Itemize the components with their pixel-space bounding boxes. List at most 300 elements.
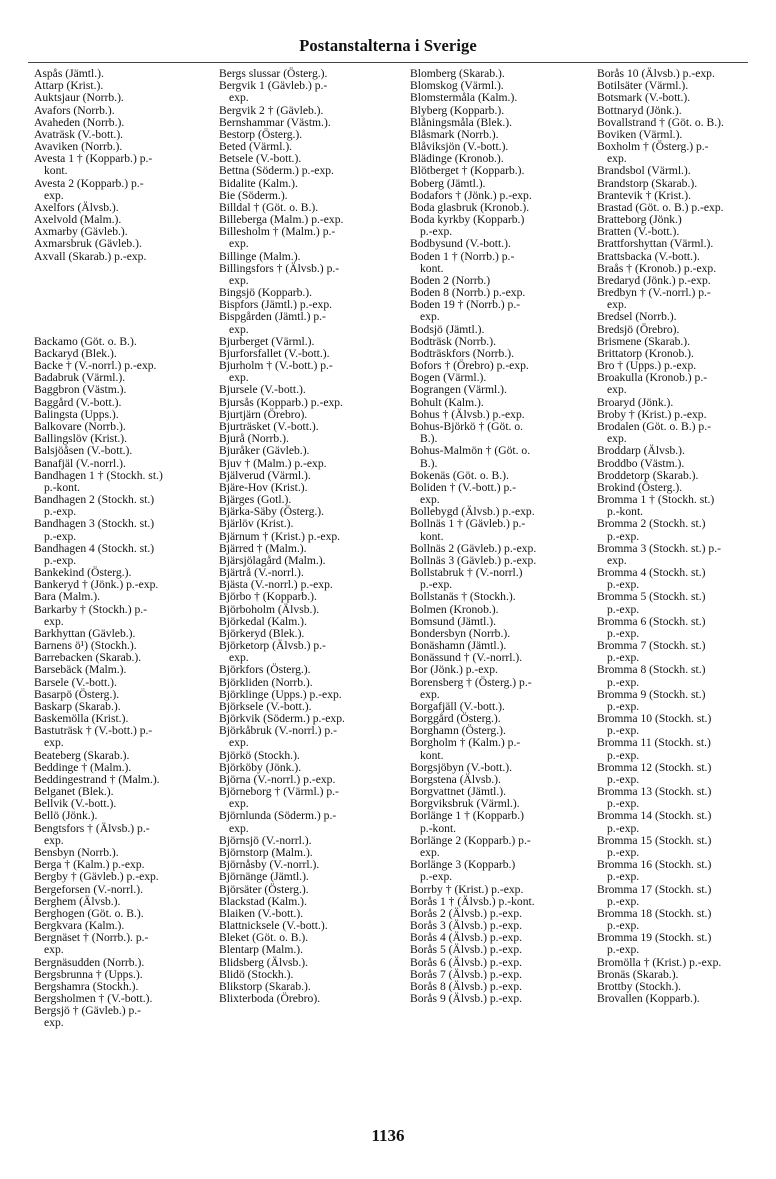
index-column-2 [219, 68, 403, 1005]
index-line: Borgvattnet (Jämtl.). [410, 785, 507, 799]
index-line: Bestorp (Österg.). [219, 127, 303, 141]
blank-line [34, 311, 212, 323]
index-line: exp. [229, 322, 249, 336]
index-line: p.-exp. [607, 870, 640, 884]
index-line: Bjurtjärn (Örebro). [219, 407, 308, 421]
index-line: exp. [607, 553, 627, 567]
index-line: Bispfors (Jämtl.) p.-exp. [219, 298, 333, 312]
index-line: Avaheden (Norrb.). [34, 115, 125, 129]
index-line: Borlänge 2 (Kopparb.) p.- [410, 833, 531, 847]
index-line: p.-exp. [607, 578, 640, 592]
index-line: Broddbo (Västm.). [597, 456, 685, 470]
index-line: Björketorp (Älvsb.) p.- [219, 639, 326, 653]
index-line: Bratteborg (Jönk.) [597, 213, 682, 227]
index-line: p.-exp. [44, 529, 77, 543]
index-line: Bodsjö (Jämtl.). [410, 322, 485, 336]
index-line: Bottnaryd (Jönk.). [597, 103, 682, 117]
index-line: Bjurforsfallet (V.-bott.). [219, 346, 330, 360]
index-line: Bankekind (Österg.). [34, 566, 132, 580]
index-line: exp. [420, 493, 440, 507]
index-line: Bandhagen 3 (Stockh. st.) [34, 517, 155, 531]
index-line: Bellvik (V.-bott.). [34, 797, 117, 811]
index-line: Bromma 10 (Stockh. st.) [597, 712, 712, 726]
index-line: p.-exp. [44, 505, 77, 519]
index-line: exp. [229, 797, 249, 811]
index-line: p.-exp. [420, 870, 453, 884]
index-line: p.-exp. [607, 821, 640, 835]
index-line: Bollnäs 1 † (Gävleb.) p.- [410, 517, 526, 531]
index-line: Blädinge (Kronob.). [410, 152, 504, 166]
index-line: Bronäs (Skarab.). [597, 967, 679, 981]
index-line: p.-exp. [607, 651, 640, 665]
index-line: Borås 3 (Älvsb.) p.-exp. [410, 919, 523, 933]
blank-line [34, 299, 212, 311]
index-line: Brastad (Göt. o. B.) p.-exp. [597, 200, 724, 214]
index-line: Bjurträsket (V.-bott.). [219, 419, 319, 433]
index-line: Bergnäset † (Norrb.). p.- [34, 931, 149, 945]
index-line: Bjäre-Hov (Krist.). [219, 480, 308, 494]
index-line: p.-exp. [607, 529, 640, 543]
index-line: Björbo † (Kopparb.). [219, 590, 317, 604]
index-line: Bleket (Göt. o. B.). [219, 931, 309, 945]
index-line: Björsäter (Österg.). [219, 882, 309, 896]
index-line: Bengtsfors † (Älvsb.) p.- [34, 821, 150, 835]
index-line: Borggård (Österg.). [410, 712, 501, 726]
index-line: Bjursele (V.-bott.). [219, 383, 306, 397]
index-line: Bograngen (Värml.). [410, 383, 507, 397]
index-line: Blomstermåla (Kalm.). [410, 91, 518, 105]
index-line: Banafjäl (V.-norrl.). [34, 456, 126, 470]
index-line: Bodträsk (Norrb.). [410, 334, 496, 348]
index-column-1 [34, 68, 212, 1030]
index-line: Björna (V.-norrl.) p.-exp. [219, 772, 336, 786]
index-line: Bromma 3 (Stockh. st.) p.- [597, 541, 721, 555]
index-line: Borås 1 † (Älvsb.) p.-kont. [410, 894, 535, 908]
index-line: Bergeforsen (V.-norrl.). [34, 882, 144, 896]
index-line: Bogen (Värml.). [410, 371, 487, 385]
index-line: Blaiken (V.-bott.). [219, 906, 304, 920]
index-line: p.-exp. [607, 797, 640, 811]
index-line: Axmarsbruk (Gävleb.). [34, 237, 142, 251]
index-line: Boden 1 † (Norrb.) p.- [410, 249, 515, 263]
index-line: Avesta 1 † (Kopparb.) p.- [34, 152, 153, 166]
index-line: Bastuträsk † (V.-bott.) p.- [34, 724, 153, 738]
index-line: Broby † (Krist.) p.-exp. [597, 407, 707, 421]
index-line: Boberg (Jämtl.). [410, 176, 486, 190]
index-line: Billdal † (Göt. o. B.). [219, 200, 319, 214]
index-line: exp. [607, 383, 627, 397]
index-line: Bjärka-Säby (Österg.). [219, 505, 325, 519]
index-line: Blåsmark (Norrb.). [410, 127, 499, 141]
index-line: Bondersbyn (Norrb.). [410, 626, 511, 640]
index-line: Bidalite (Kalm.). [219, 176, 298, 190]
index-line: Bjärtrå (V.-norrl.). [219, 566, 304, 580]
index-line: p.-exp. [44, 553, 77, 567]
index-line: p.-kont. [44, 480, 81, 494]
index-line: Boliden † (V.-bott.) p.- [410, 480, 517, 494]
blank-line [34, 275, 212, 287]
index-line: Björneborg † (Värml.) p.- [219, 785, 339, 799]
index-line: Bergsjö † (Gävleb.) p.- [34, 1004, 142, 1018]
index-line: Aspås (Jämtl.). [34, 67, 104, 80]
index-line: Borås 6 (Älvsb.) p.-exp. [410, 955, 523, 969]
index-line: Borås 9 (Älvsb.) p.-exp. [410, 992, 523, 1006]
index-line: Björkåbruk (V.-norrl.) p.- [219, 724, 337, 738]
index-line: Bonässund † (V.-norrl.). [410, 651, 523, 665]
index-line: Broddetorp (Skarab.). [597, 468, 699, 482]
index-line: Bromma 17 (Stockh. st.) [597, 882, 712, 896]
index-line: Axmarby (Gävleb.). [34, 225, 128, 239]
index-line: Bie (Söderm.). [219, 188, 288, 202]
index-line: Bjursås (Kopparb.) p.-exp. [219, 395, 343, 409]
index-line: Bjuv † (Malm.) p.-exp. [219, 456, 327, 470]
index-line: Auktsjaur (Norrb.). [34, 91, 124, 105]
index-line: Blåningsmåla (Blek.). [410, 115, 513, 129]
index-line: Blidö (Stockh.). [219, 967, 294, 981]
index-line: exp. [607, 152, 627, 166]
index-line: Blyberg (Kopparb.). [410, 103, 505, 117]
index-line: Borgholm † (Kalm.) p.- [410, 736, 521, 750]
index-line: Brovallen (Kopparb.). [597, 992, 700, 1006]
index-line: Bovallstrand † (Göt. o. B.). [597, 115, 724, 129]
index-line: Bollstabruk † (V.-norrl.) [410, 566, 523, 580]
index-line: Bredaryd (Jönk.) p.-exp. [597, 273, 711, 287]
index-line: Bro † (Upps.) p.-exp. [597, 359, 697, 373]
index-line: Beted (Värml.). [219, 140, 293, 154]
index-line: Borgviksbruk (Värml.). [410, 797, 520, 811]
index-line: Bromma 15 (Stockh. st.) [597, 833, 712, 847]
index-line: Bjärlöv (Krist.). [219, 517, 294, 531]
index-line: Björkö (Stockh.). [219, 748, 300, 762]
index-line: Bromma 9 (Stockh. st.) [597, 687, 706, 701]
index-line: Boda glasbruk (Kronob.). [410, 200, 530, 214]
index-line: Badabruk (Värml.). [34, 371, 126, 385]
index-line: Björkliden (Norrb.). [219, 675, 313, 689]
index-line: Bjälverud (Värml.). [219, 468, 311, 482]
index-line: Blomberg (Skarab.). [410, 67, 505, 80]
index-column-4 [597, 68, 767, 1005]
index-line: Borås 8 (Älvsb.) p.-exp. [410, 979, 523, 993]
index-line: Broakulla (Kronob.) p.- [597, 371, 708, 385]
index-line: Blentarp (Malm.). [219, 943, 304, 957]
index-line: p.-exp. [607, 626, 640, 640]
index-line: Barnens ö¹) (Stockh.). [34, 639, 137, 653]
index-line: Blackstad (Kalm.). [219, 894, 307, 908]
index-line: Bollnäs 3 (Gävleb.) p.-exp. [410, 553, 537, 567]
index-line: Bodbysund (V.-bott.). [410, 237, 511, 251]
index-line: Bollstanäs † (Stockh.). [410, 590, 516, 604]
index-line: Bjärred † (Malm.). [219, 541, 307, 555]
index-line: Björkedal (Kalm.). [219, 614, 307, 628]
index-line: Bernshammar (Västm.). [219, 115, 331, 129]
index-line: Belganet (Blek.). [34, 785, 114, 799]
page-title: Postanstalterna i Sverige [299, 36, 477, 55]
index-line: Brandstorp (Skarab.). [597, 176, 698, 190]
index-line: p.-exp. [607, 748, 640, 762]
index-line: Bredsjö (Örebro). [597, 322, 680, 336]
index-line: Blixterboda (Örebro). [219, 992, 321, 1006]
index-line: Barsele (V.-bott.). [34, 675, 117, 689]
index-line: Bjärsjölagård (Malm.). [219, 553, 326, 567]
index-line: Bensbyn (Norrb.). [34, 846, 119, 859]
index-line: Brantevik † (Krist.). [597, 188, 692, 202]
index-line: Bromma 13 (Stockh. st.) [597, 785, 712, 799]
index-line: exp. [229, 821, 249, 835]
index-line: Bor (Jönk.) p.-exp. [410, 663, 498, 677]
index-line: Bredbyn † (V.-norrl.) p.- [597, 286, 711, 300]
index-line: kont. [420, 748, 444, 762]
index-line: Beddinge † (Malm.). [34, 760, 132, 774]
index-line: Bodafors † (Jönk.) p.-exp. [410, 188, 532, 202]
index-line: Björnsjö (V.-norrl.). [219, 833, 312, 847]
index-line: Bergshamra (Stockh.). [34, 979, 139, 993]
index-line: Björkfors (Österg.). [219, 663, 311, 677]
index-line: Backe † (V.-norrl.) p.-exp. [34, 359, 157, 373]
index-line: Bergvik 1 (Gävleb.) p.- [219, 79, 328, 93]
index-line: Boviken (Värml.). [597, 127, 683, 141]
index-line: Bara (Malm.). [34, 590, 100, 604]
index-line: Brattforshyttan (Värml.). [597, 237, 714, 251]
index-line: Bellö (Jönk.). [34, 809, 98, 823]
index-line: Bergnäsudden (Norrb.). [34, 955, 145, 969]
index-line: Brattsbacka (V.-bott.). [597, 249, 700, 263]
index-line: Björnstorp (Malm.). [219, 846, 313, 859]
index-line: kont. [420, 261, 444, 275]
index-line: Bergsholmen † (V.-bott.). [34, 992, 153, 1006]
index-line: Brittatorp (Kronob.). [597, 346, 694, 360]
index-line: Boxholm † (Österg.) p.- [597, 140, 709, 154]
index-line: Bodträskfors (Norrb.). [410, 346, 514, 360]
index-line: Berghem (Älvsb.). [34, 894, 121, 908]
index-line: Balsjöåsen (V.-bott.). [34, 444, 133, 458]
index-line: Axvall (Skarab.) p.-exp. [34, 249, 147, 263]
index-line: Bromma 7 (Stockh. st.) [597, 639, 706, 653]
index-line: Bonäshamn (Jämtl.). [410, 639, 507, 653]
index-line: Barkhyttan (Gävleb.). [34, 626, 136, 640]
index-line: Bromma 12 (Stockh. st.) [597, 760, 712, 774]
index-line: Bettna (Söderm.) p.-exp. [219, 164, 334, 178]
index-line: Bohus † (Älvsb.) p.-exp. [410, 407, 525, 421]
index-line: Brokind (Österg.). [597, 480, 683, 494]
index-line: Barsebäck (Malm.). [34, 663, 127, 677]
index-line: Björnåsby (V.-norrl.). [219, 858, 320, 872]
index-line: Barrebacken (Skarab.). [34, 651, 142, 665]
index-line: exp. [44, 943, 64, 957]
index-line: Billinge (Malm.). [219, 249, 301, 263]
index-line: p.-exp. [607, 943, 640, 957]
index-line: Billingsfors † (Älvsb.) p.- [219, 261, 340, 275]
index-line: Borås 7 (Älvsb.) p.-exp. [410, 967, 523, 981]
index-line: Borås 2 (Älvsb.) p.-exp. [410, 906, 523, 920]
index-line: Betsele (V.-bott.). [219, 152, 302, 166]
index-line: exp. [420, 687, 440, 701]
index-line: Blattnicksele (V.-bott.). [219, 919, 328, 933]
index-line: Beateberg (Skarab.). [34, 748, 130, 762]
index-line: Bromma 4 (Stockh. st.) [597, 566, 706, 580]
index-line: Bankeryd † (Jönk.) p.-exp. [34, 578, 159, 592]
index-line: p.-exp. [607, 602, 640, 616]
index-line: Bofors † (Örebro) p.-exp. [410, 359, 529, 373]
index-line: exp. [420, 846, 440, 859]
index-line: Barkarby † (Stockh.) p.- [34, 602, 148, 616]
index-line: p.-exp. [607, 675, 640, 689]
index-line: Brottby (Stockh.). [597, 979, 682, 993]
index-line: exp. [229, 371, 249, 385]
index-line: Boden 8 (Norrb.) p.-exp. [410, 286, 526, 300]
index-line: p.-kont. [420, 821, 457, 835]
index-line: Bergkvara (Kalm.). [34, 919, 125, 933]
index-line: exp. [44, 188, 64, 202]
index-line: Bromma 14 (Stockh. st.) [597, 809, 712, 823]
index-line: p.-exp. [607, 846, 640, 859]
index-line: exp. [44, 736, 64, 750]
index-line: p.-exp. [607, 919, 640, 933]
index-line: Bromma 2 (Stockh. st.) [597, 517, 706, 531]
index-column-3 [410, 68, 592, 1005]
index-line: Billesholm † (Malm.) p.- [219, 225, 336, 239]
index-line: Bandhagen 2 (Stockh. st.) [34, 493, 155, 507]
index-line: Bollebygd (Älvsb.) p.-exp. [410, 505, 535, 519]
index-line: Balkovare (Norrb.). [34, 419, 126, 433]
blank-line [34, 324, 212, 336]
index-line: Backamo (Göt. o. B.). [34, 334, 137, 348]
index-line: Boden 19 † (Norrb.) p.- [410, 298, 521, 312]
index-line: Björkvik (Söderm.) p.-exp. [219, 712, 345, 726]
index-line: exp. [229, 651, 249, 665]
index-line: Borås 5 (Älvsb.) p.-exp. [410, 943, 523, 957]
index-line: Bomsund (Jämtl.). [410, 614, 496, 628]
index-line: Bjurholm † (V.-bott.) p.- [219, 359, 333, 373]
index-line: Blötberget † (Kopparb.). [410, 164, 525, 178]
index-line: Bergby † (Gävleb.) p.-exp. [34, 870, 159, 884]
index-line: exp. [229, 273, 249, 287]
index-line: exp. [607, 298, 627, 312]
index-line: Avaträsk (V.-bott.). [34, 127, 124, 141]
index-line: Borlänge 3 (Kopparb.) [410, 858, 516, 872]
index-line: Bispgården (Jämtl.) p.- [219, 310, 326, 324]
index-line: Avaviken (Norrb.). [34, 140, 123, 154]
index-line: Axelfors (Älvsb.). [34, 200, 119, 214]
index-line: exp. [44, 833, 64, 847]
index-line: Borås 4 (Älvsb.) p.-exp. [410, 931, 523, 945]
index-line: Brodalen (Göt. o. B.) p.- [597, 419, 711, 433]
index-line: Bjuråker (Gävleb.). [219, 444, 310, 458]
index-line: exp. [229, 736, 249, 750]
index-line: exp. [44, 1016, 64, 1030]
index-line: Berga † (Kalm.) p.-exp. [34, 858, 145, 872]
index-line: Bandhagen 1 † (Stockh. st.) [34, 468, 163, 482]
index-line: Blomskog (Värml.). [410, 79, 504, 93]
index-line: Björboholm (Älvsb.). [219, 602, 320, 616]
index-line: Axelvold (Malm.). [34, 213, 122, 227]
index-line: Borgafjäll (V.-bott.). [410, 699, 505, 713]
index-line: Borensberg † (Österg.) p.- [410, 675, 532, 689]
index-line: Avafors (Norrb.). [34, 103, 115, 117]
index-line: Bratten (V.-bott.). [597, 225, 680, 239]
index-line: Björköby (Jönk.). [219, 760, 302, 774]
index-line: Borrby † (Krist.) p.-exp. [410, 882, 524, 896]
index-line: p.-exp. [607, 699, 640, 713]
index-line: exp. [44, 614, 64, 628]
index-line: Bromma 16 (Stockh. st.) [597, 858, 712, 872]
index-line: Bromölla † (Krist.) p.-exp. [597, 955, 722, 969]
index-line: Bromma 18 (Stockh. st.) [597, 906, 712, 920]
index-line: Baskarp (Skarab.). [34, 699, 121, 713]
blank-line [34, 263, 212, 275]
index-line: p.-exp. [607, 894, 640, 908]
index-line: Attarp (Krist.). [34, 79, 104, 93]
index-line: Ballingslöv (Krist.). [34, 432, 128, 446]
index-line: Brismene (Skarab.). [597, 334, 691, 348]
index-line: Baggård (V.-bott.). [34, 395, 122, 409]
index-line: Broaryd (Jönk.). [597, 395, 674, 409]
index-line: Blåviksjön (V.-bott.). [410, 140, 509, 154]
index-line: Bromma 6 (Stockh. st.) [597, 614, 706, 628]
index-line: B.). [420, 456, 438, 470]
index-line: Bergs slussar (Österg.). [219, 67, 328, 80]
index-line: Bergvik 2 † (Gävleb.). [219, 103, 324, 117]
index-line: Bohus-Malmön † (Göt. o. [410, 444, 531, 458]
index-line: Bjästa (V.-norrl.) p.-exp. [219, 578, 333, 592]
index-line: Bredsel (Norrb.). [597, 310, 677, 324]
index-line: Baggbron (Västm.). [34, 383, 127, 397]
index-line: Björnänge (Jämtl.). [219, 870, 309, 884]
header-rule [28, 62, 748, 63]
index-line: Bergsbrunna † (Upps.). [34, 967, 143, 981]
index-line: Borlänge 1 † (Kopparb.) [410, 809, 524, 823]
index-line: Blikstorp (Skarab.). [219, 979, 311, 993]
index-line: Bohus-Björkö † (Göt. o. [410, 419, 524, 433]
index-line: Borghamn (Österg.). [410, 724, 506, 738]
index-line: Borgsjöbyn (V.-bott.). [410, 760, 512, 774]
index-line: Botsmark (V.-bott.). [597, 91, 691, 105]
index-line: Balingsta (Upps.). [34, 407, 119, 421]
index-line: exp. [229, 237, 249, 251]
index-line: B.). [420, 432, 438, 446]
index-line: Bjurå (Norrb.). [219, 432, 289, 446]
index-line: Bjärges (Gotl.). [219, 493, 292, 507]
index-line: Boden 2 (Norrb.) [410, 273, 491, 287]
index-line: Billeberga (Malm.) p.-exp. [219, 213, 344, 227]
index-line: Broddarp (Älvsb.). [597, 444, 685, 458]
index-line: Brandsbol (Värml.). [597, 164, 691, 178]
index-line: Avesta 2 (Kopparb.) p.- [34, 176, 144, 190]
index-line: Braås † (Kronob.) p.-exp. [597, 261, 717, 275]
index-line: Björnlunda (Söderm.) p.- [219, 809, 337, 823]
index-line: Boda kyrkby (Kopparb.) [410, 213, 525, 227]
index-line: Bromma 8 (Stockh. st.) [597, 663, 706, 677]
index-line: Björklinge (Upps.) p.-exp. [219, 687, 342, 701]
index-line: exp. [420, 310, 440, 324]
index-line: Beddingestrand † (Malm.). [34, 772, 160, 786]
index-line: Bromma 5 (Stockh. st.) [597, 590, 706, 604]
page-number: 1136 [371, 1126, 405, 1145]
index-line: Bjärnum † (Krist.) p.-exp. [219, 529, 341, 543]
index-line: p.-exp. [420, 225, 453, 239]
index-line: Baskemölla (Krist.). [34, 712, 129, 726]
blank-line [34, 287, 212, 299]
index-line: Bromma 11 (Stockh. st.) [597, 736, 711, 750]
index-line: Borgstena (Älvsb.). [410, 772, 501, 786]
index-line: Blidsberg (Älvsb.). [219, 955, 308, 969]
index-line: Bjurberget (Värml.). [219, 334, 315, 348]
index-line: exp. [607, 432, 627, 446]
index-line: Botilsäter (Värml.). [597, 79, 689, 93]
index-line: Bollnäs 2 (Gävleb.) p.-exp. [410, 541, 537, 555]
index-line: Backaryd (Blek.). [34, 346, 117, 360]
index-line: Björkeryd (Blek.). [219, 626, 305, 640]
index-line: Björksele (V.-bott.). [219, 699, 312, 713]
